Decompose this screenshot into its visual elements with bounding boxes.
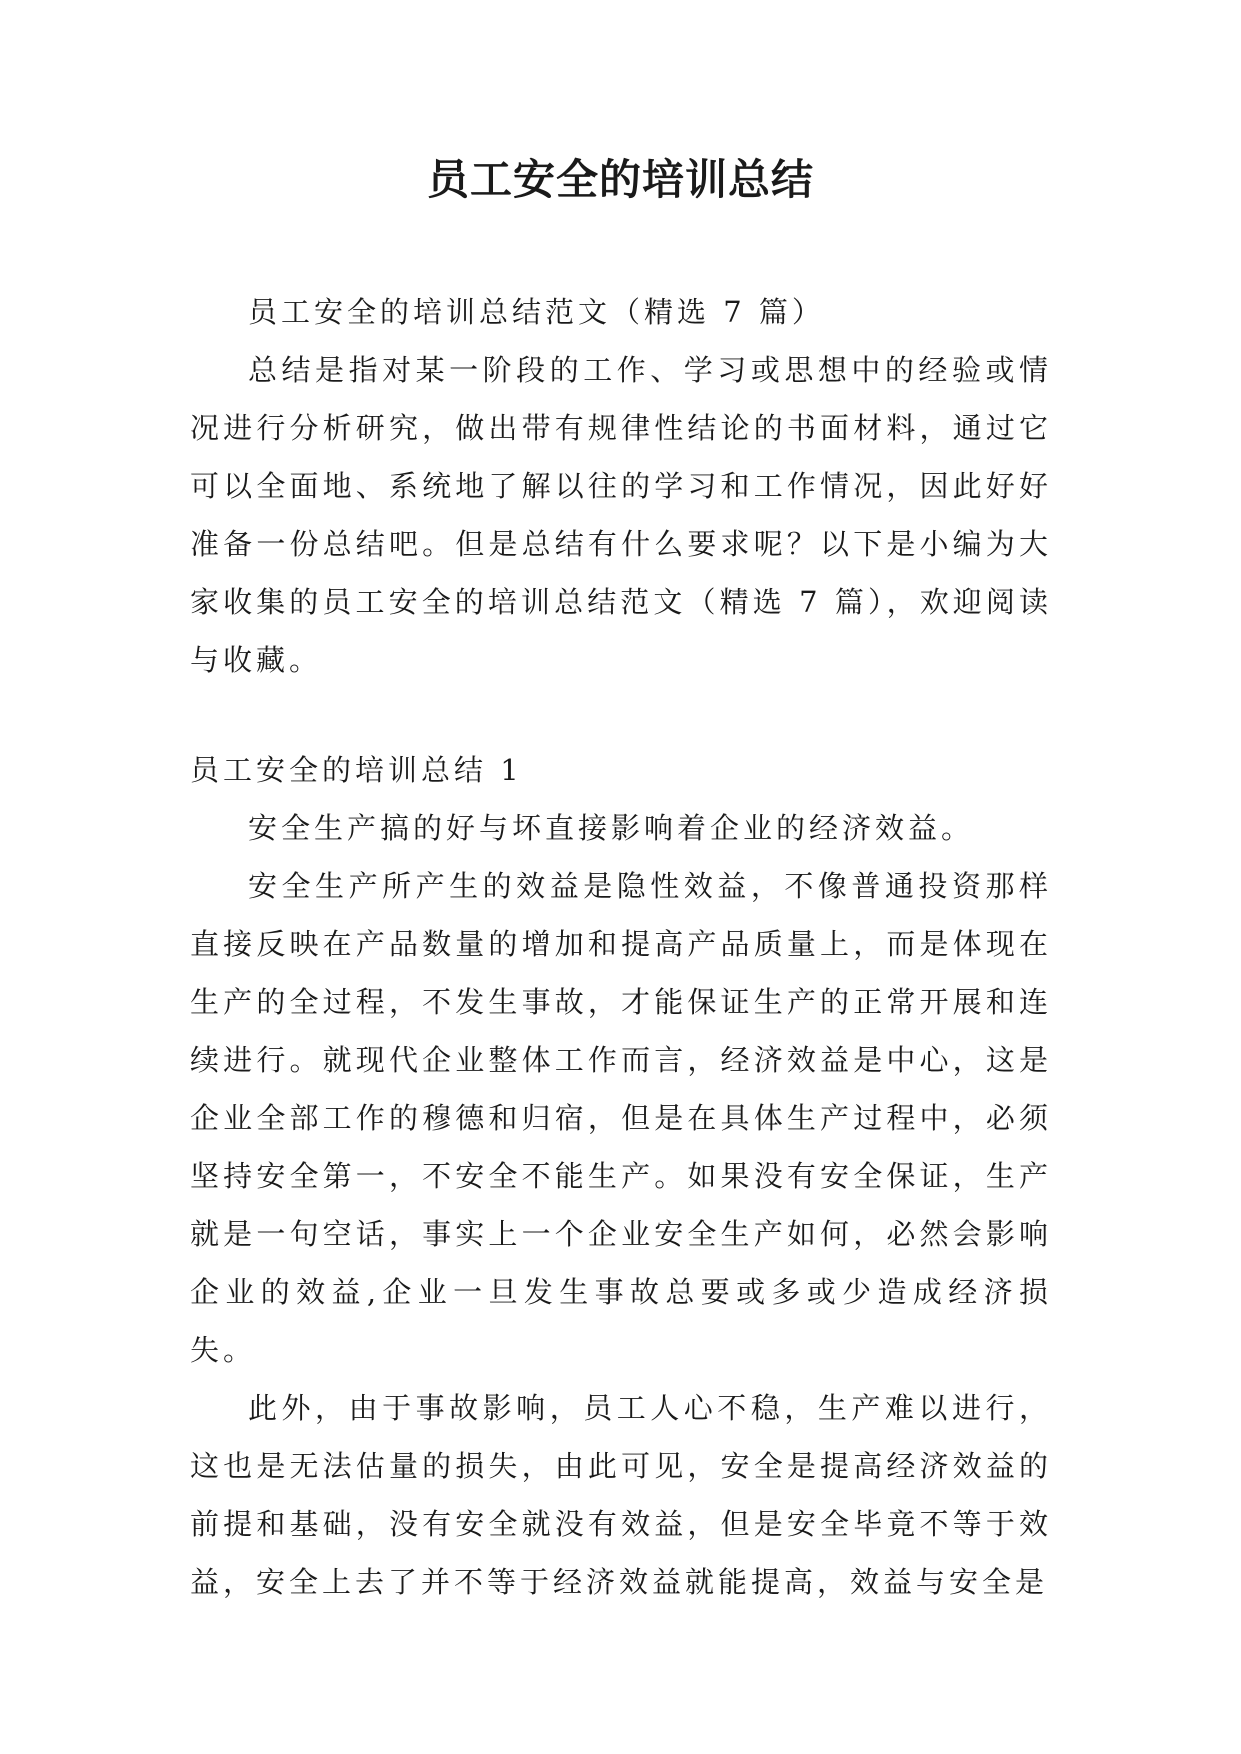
body-paragraph: 此外，由于事故影响，员工人心不稳，生产难以进行，这也是无法估量的损失，由此可见，安全是提高经济效益的前提和基础，没有安全就没有效益，但是安全毕竟不等于效益，安全上去了并不等于经济效益就能提高，效益与安全是 <box>190 1391 1052 1599</box>
document-title: 员工安全的培训总结 <box>426 155 814 204</box>
section-heading: 员工安全的培训总结 1 <box>190 753 523 787</box>
subtitle-paragraph: 员工安全的培训总结范文（精选 7 篇） <box>248 295 825 329</box>
body-paragraph: 安全生产所产生的效益是隐性效益，不像普通投资那样直接反映在产品数量的增加和提高产品质量上，而是体现在生产的全过程，不发生事故，才能保证生产的正常开展和连续进行。就现代企业整体工作而言，经济效益是中心，这是企业全部工作的穆德和归宿，但是在具体生产过程中，必须坚持安全第一，不安全不能生产。如果没有安全保证，生产就是一句空话，事实上一个企业安全生产如何，必然会影响企业的效益,企业一旦发生事故总要或多或少造成经济损失。 <box>190 869 1052 1367</box>
document-body <box>190 283 1052 1611</box>
section-gap <box>190 689 1052 741</box>
body-paragraph: 安全生产搞的好与坏直接影响着企业的经济效益。 <box>248 811 975 845</box>
intro-paragraph: 总结是指对某一阶段的工作、学习或思想中的经验或情况进行分析研究，做出带有规律性结论的书面材料，通过它可以全面地、系统地了解以往的学习和工作情况，因此好好准备一份总结吧。但是总结有什么要求呢？以下是小编为大家收集的员工安全的培训总结范文（精选 7 篇），欢迎阅读与收藏。 <box>190 353 1052 677</box>
